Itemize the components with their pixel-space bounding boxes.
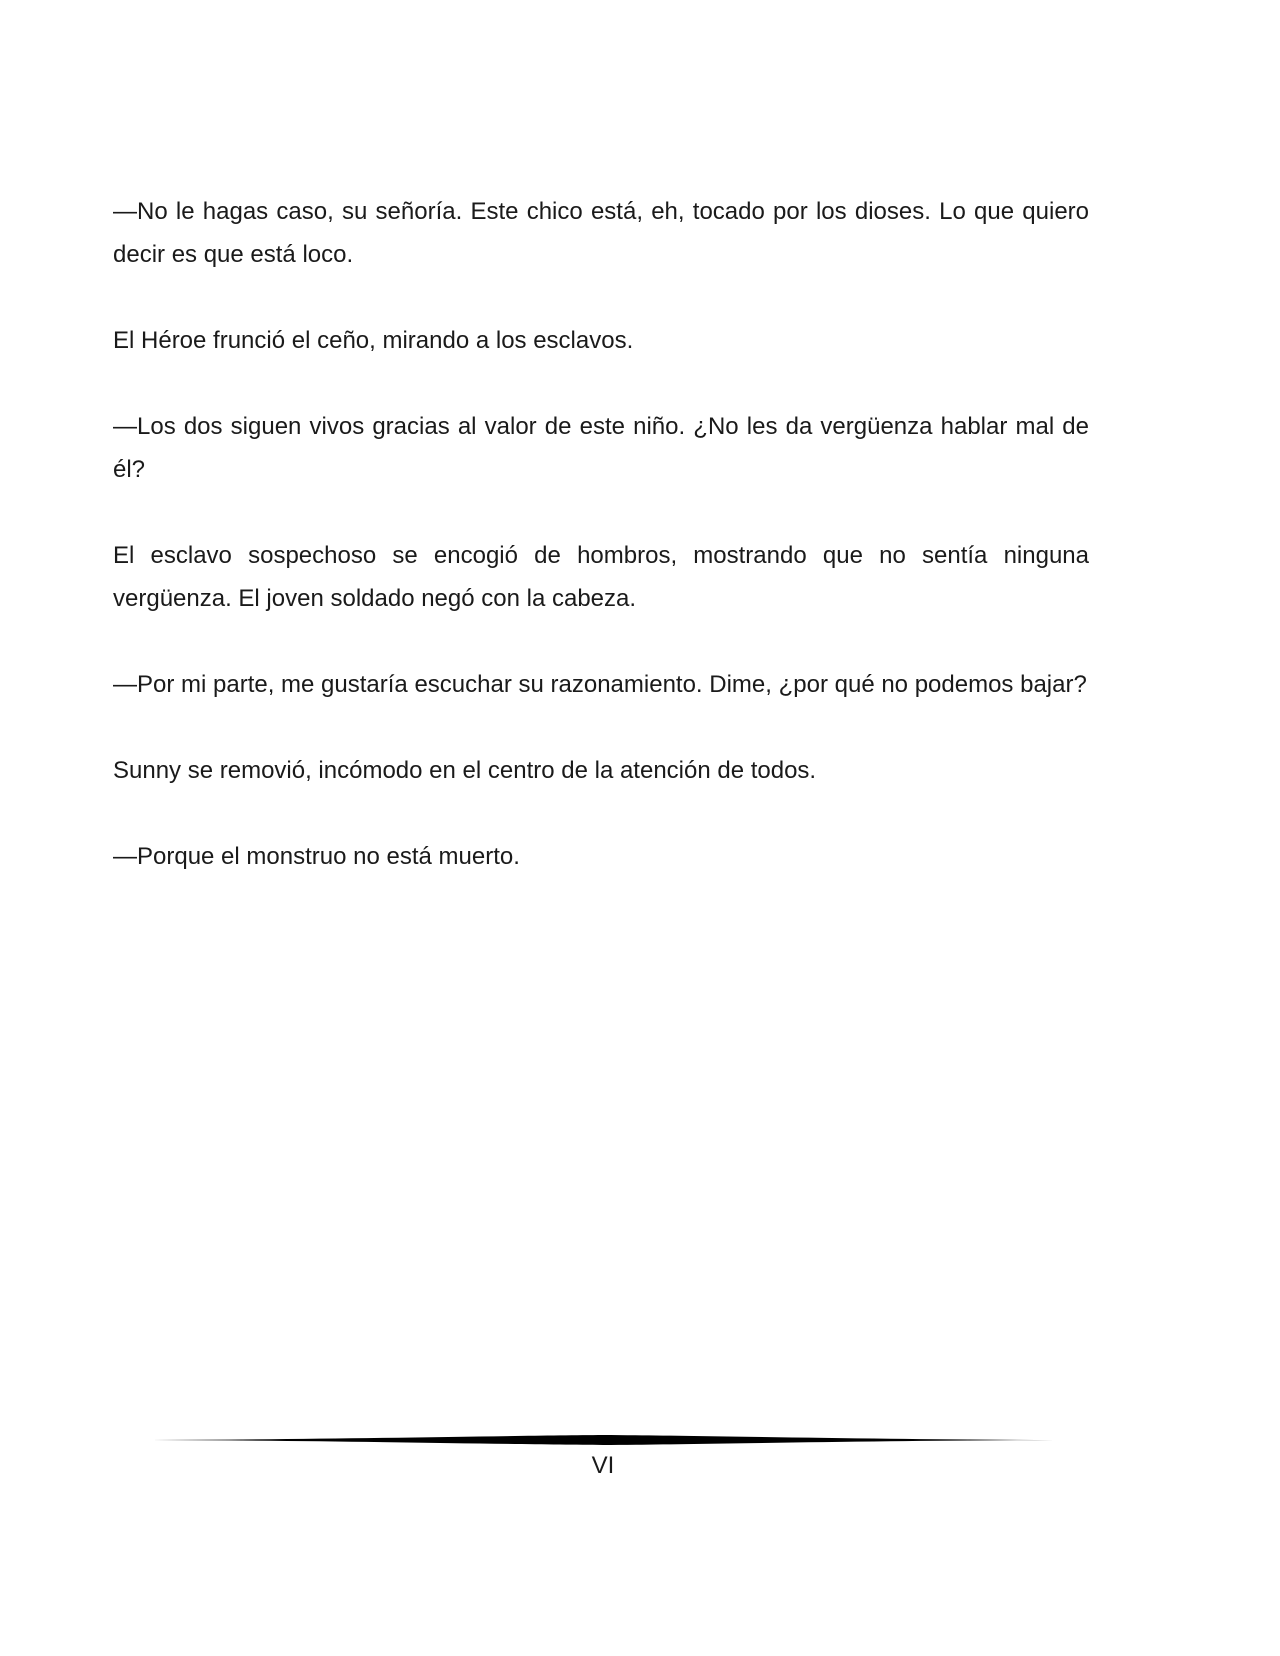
paragraph: —No le hagas caso, su señoría. Este chico está, eh, tocado por los dioses. Lo que quiero decir es que está loco. (113, 198, 1089, 268)
paragraph: El esclavo sospechoso se encogió de hombros, mostrando que no sentía ninguna vergüenza. El joven soldado negó con la cabeza. (113, 542, 1089, 612)
paragraph: Sunny se removió, incómodo en el centro de la atención de todos. (113, 757, 817, 784)
paragraph: —Por mi parte, me gustaría escuchar su razonamiento. Dime, ¿por qué no podemos bajar? (113, 671, 1087, 698)
page-body (113, 190, 1089, 921)
paragraph: —Los dos siguen vivos gracias al valor de este niño. ¿No les da vergüenza hablar mal de él? (113, 413, 1089, 483)
footer-divider (152, 1434, 1054, 1446)
page-number: VI (591, 1452, 615, 1479)
paragraph: —Porque el monstruo no está muerto. (113, 843, 520, 870)
paragraph: El Héroe frunció el ceño, mirando a los esclavos. (113, 327, 634, 354)
